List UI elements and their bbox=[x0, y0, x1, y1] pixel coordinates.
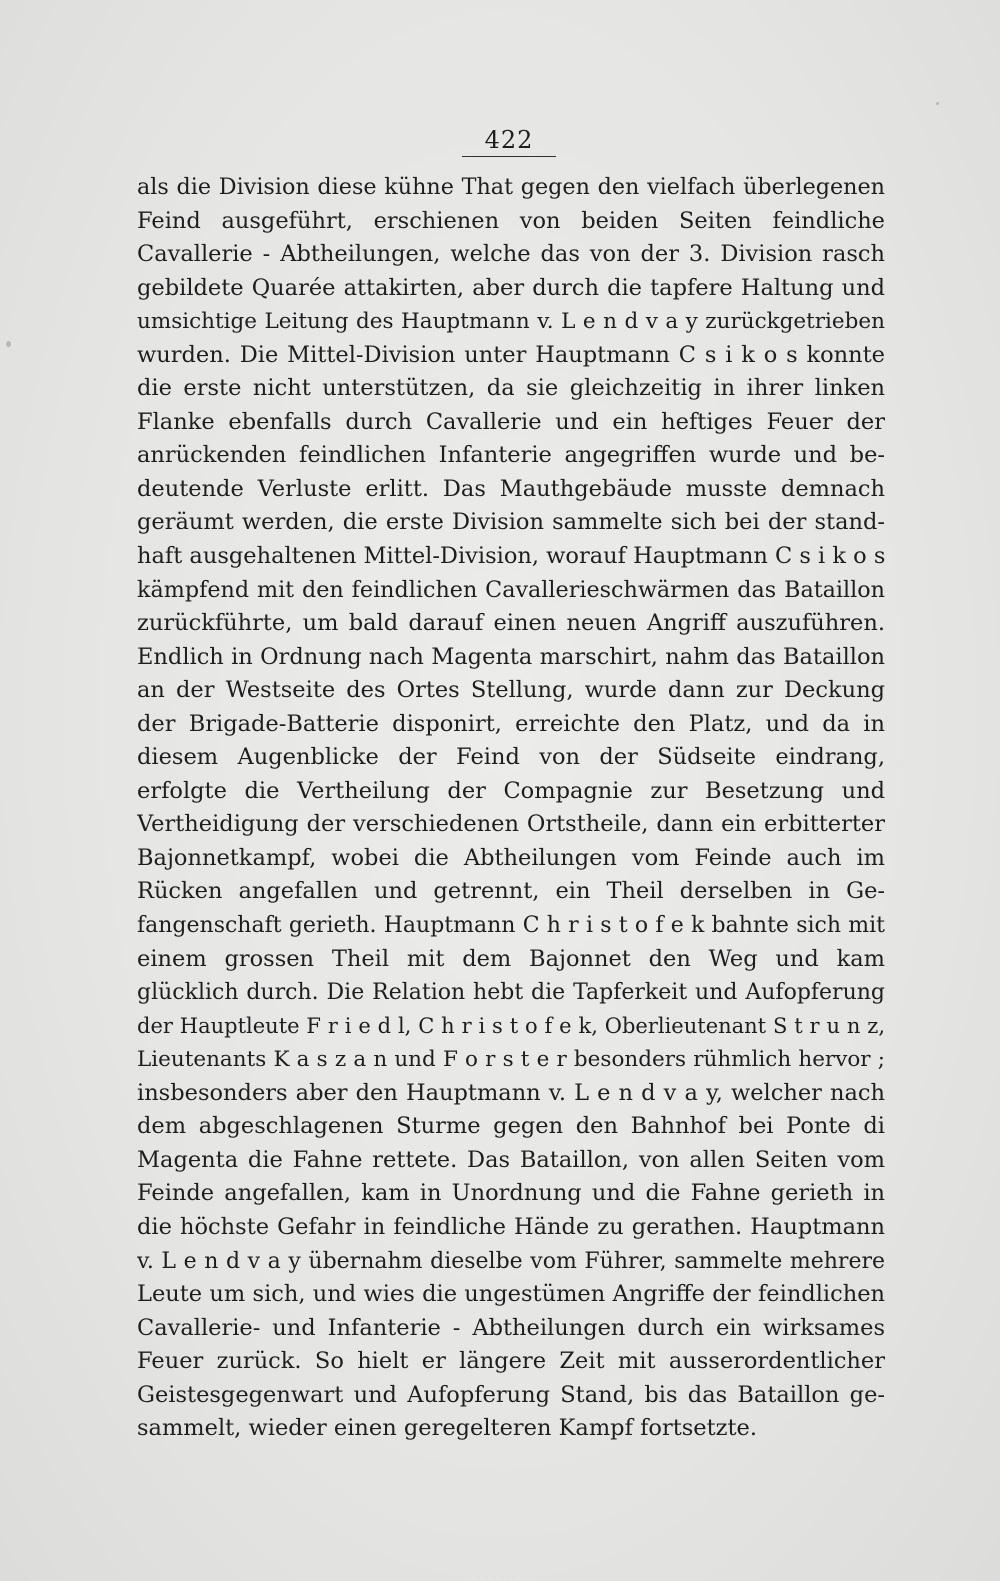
text-line: die höchste Gefahr in feindliche Hände zu gerathen. Hauptmann bbox=[137, 1213, 885, 1240]
text-line: Leute um sich, und wies die ungestümen Angriffe der feindlichen bbox=[137, 1281, 885, 1308]
text-line: Bajonnetkampf, wobei die Abtheilungen vom Feinde auch im bbox=[137, 844, 885, 871]
page-number-rule bbox=[462, 156, 556, 157]
paper-speck bbox=[6, 341, 11, 347]
text-line: einem grossen Theil mit dem Bajonnet den Weg und kam bbox=[137, 945, 885, 972]
text-line: dem abgeschlagenen Sturme gegen den Bahnhof bei Ponte di bbox=[137, 1113, 885, 1140]
text-line: kämpfend mit den feindlichen Cavallerieschwärmen das Bataillon bbox=[137, 576, 885, 603]
text-line: Vertheidigung der verschiedenen Ortstheile, dann ein erbitterter bbox=[137, 811, 885, 838]
text-line: anrückenden feindlichen Infanterie angegriffen wurde und be- bbox=[137, 442, 885, 469]
text-line: Flanke ebenfalls durch Cavallerie und ein heftiges Feuer der bbox=[137, 408, 885, 435]
text-line: fangenschaft gerieth. Hauptmann C h r i s t o f e k bahnte sich mit bbox=[137, 913, 885, 939]
text-line: Endlich in Ordnung nach Magenta marschirt, nahm das Bataillon bbox=[137, 643, 885, 670]
text-line: erfolgte die Vertheilung der Compagnie zur Besetzung und bbox=[137, 777, 885, 804]
text-line: Geistesgegenwart und Aufopferung Stand, bis das Bataillon ge- bbox=[137, 1381, 885, 1408]
text-line: Feind ausgeführt, erschienen von beiden Seiten feindliche bbox=[137, 207, 885, 234]
text-line: der Hauptleute F r i e d l, C h r i s t o f e k, Oberlieutenant S t r u n z, bbox=[137, 1013, 885, 1038]
text-line: deutende Verluste erlitt. Das Mauthgebäude musste demnach bbox=[137, 475, 885, 502]
text-line: zurückführte, um bald darauf einen neuen Angriff auszuführen. bbox=[137, 610, 885, 637]
text-line: an der Westseite des Ortes Stellung, wurde dann zur Deckung bbox=[137, 677, 885, 704]
text-line: gebildete Quarée attakirten, aber durch die tapfere Haltung und bbox=[137, 274, 885, 301]
text-line: geräumt werden, die erste Division sammelte sich bei der stand- bbox=[137, 509, 885, 536]
body-text bbox=[137, 171, 885, 1446]
text-line: v. L e n d v a y übernahm dieselbe vom Führer, sammelte mehrere bbox=[137, 1248, 885, 1274]
text-line: Cavallerie- und Infanterie - Abtheilungen durch ein wirksames bbox=[137, 1314, 885, 1341]
text-line: umsichtige Leitung des Hauptmann v. L e n d v a y zurückgetrieben bbox=[137, 309, 885, 335]
text-line: insbesonders aber den Hauptmann v. L e n d v a y, welcher nach bbox=[137, 1079, 885, 1106]
paper-speck bbox=[936, 102, 939, 105]
text-line: Lieutenants K a s z a n und F o r s t e r besonders rühmlich hervor ; bbox=[137, 1047, 885, 1073]
page-number: 422 bbox=[484, 126, 534, 154]
text-line: die erste nicht unterstützen, da sie gleichzeitig in ihrer linken bbox=[137, 375, 885, 402]
text-line: als die Division diese kühne That gegen den vielfach überlegenen bbox=[137, 174, 885, 200]
text-line: haft ausgehaltenen Mittel-Division, worauf Hauptmann C s i k o s bbox=[137, 543, 885, 570]
text-line: wurden. Die Mittel-Division unter Hauptmann C s i k o s konnte bbox=[137, 341, 885, 368]
text-line: der Brigade-Batterie disponirt, erreichte den Platz, und da in bbox=[137, 710, 885, 737]
text-line: Feinde angefallen, kam in Unordnung und die Fahne gerieth in bbox=[137, 1180, 885, 1207]
text-line: diesem Augenblicke der Feind von der Südseite eindrang, bbox=[137, 744, 885, 771]
text-line: Rücken angefallen und getrennt, ein Theil derselben in Ge- bbox=[137, 878, 885, 905]
text-line: Feuer zurück. So hielt er längere Zeit mit ausserordentlicher bbox=[137, 1348, 885, 1375]
text-line: Magenta die Fahne rettete. Das Bataillon, von allen Seiten vom bbox=[137, 1146, 885, 1173]
text-line: sammelt, wieder einen geregelteren Kampf fortsetzte. bbox=[137, 1415, 758, 1442]
text-line: glücklich durch. Die Relation hebt die Tapferkeit und Aufopferung bbox=[137, 980, 885, 1006]
text-line: Cavallerie - Abtheilungen, welche das von der 3. Division rasch bbox=[137, 241, 885, 268]
